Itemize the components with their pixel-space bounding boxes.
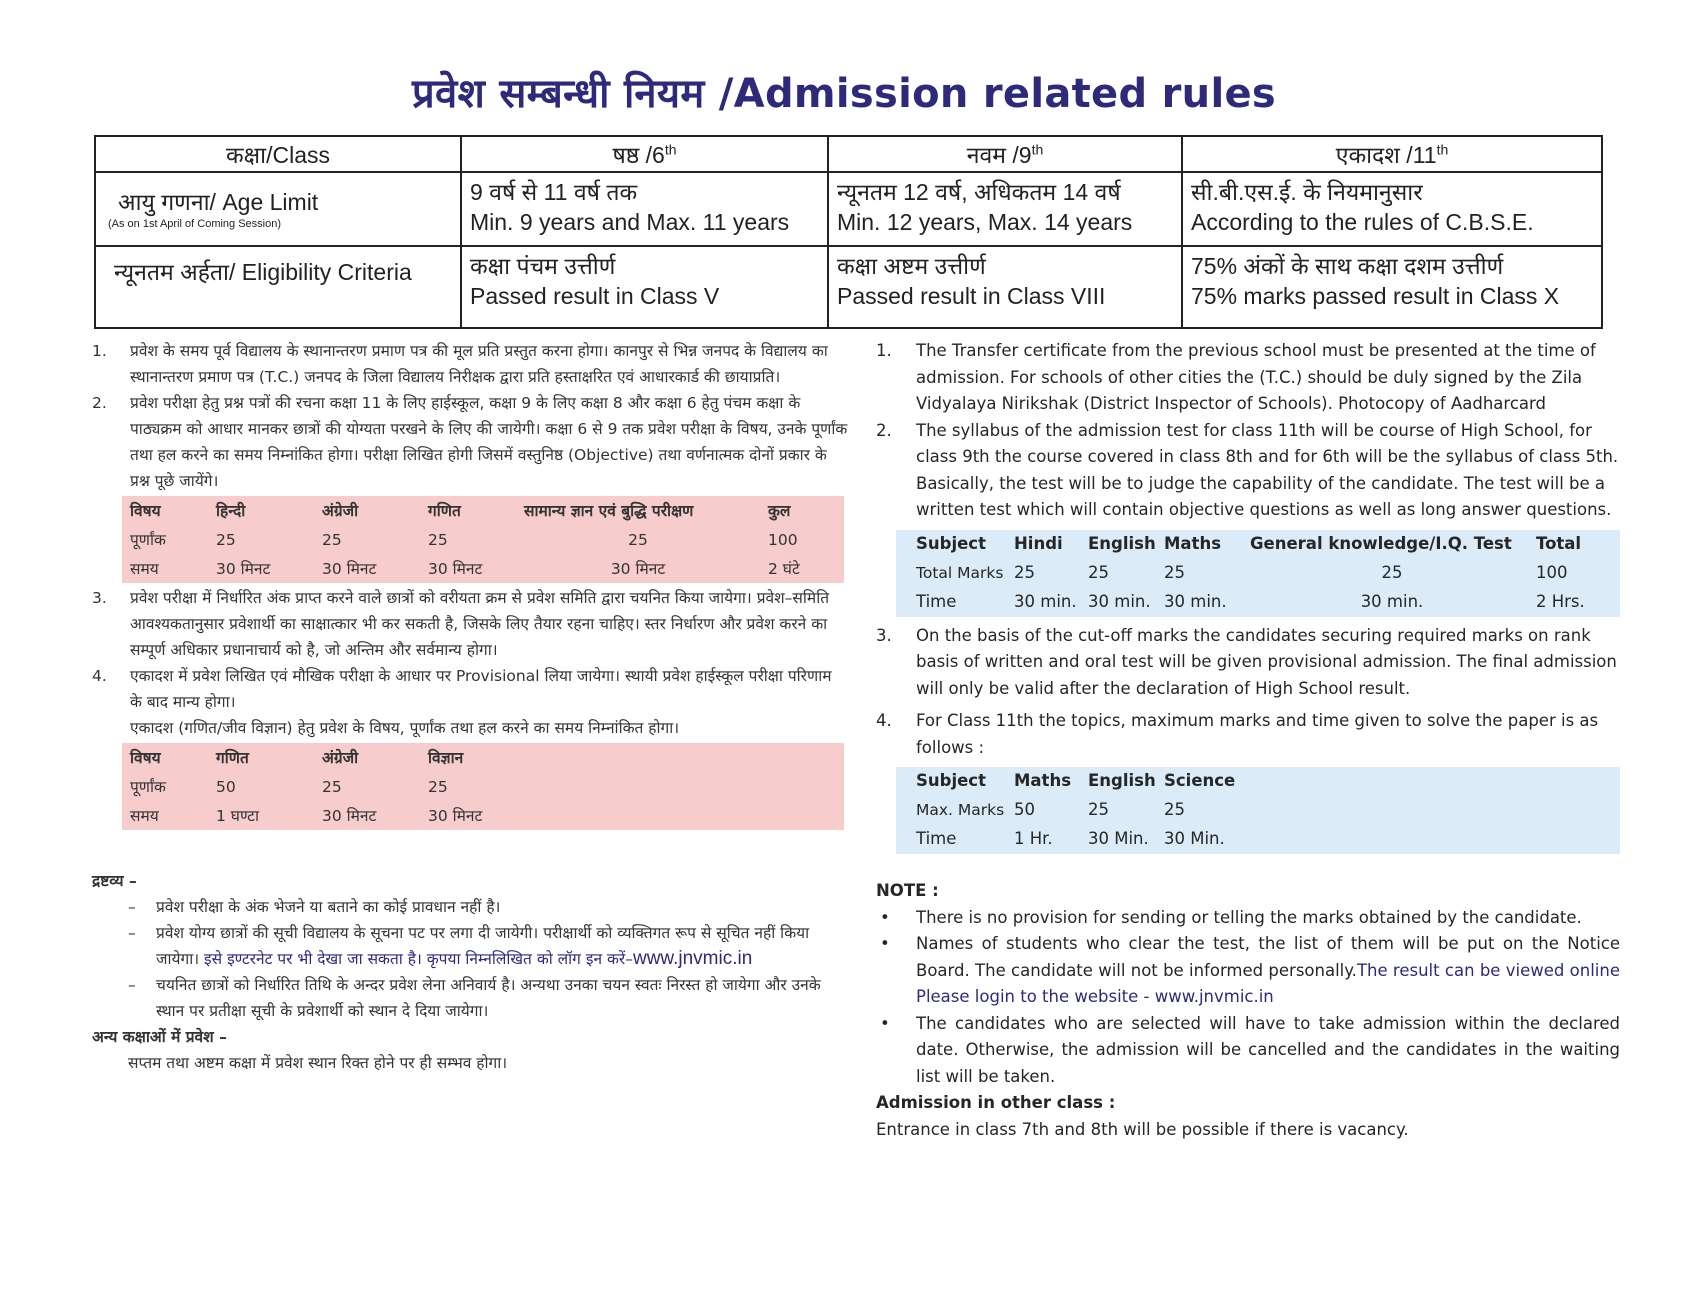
table-header-row: [95, 136, 1602, 172]
table-row: विषय हिन्दी अंग्रेजी गणित सामान्य ज्ञान एवं बुद्धि परीक्षण कुल: [130, 501, 791, 520]
english-rules-column: [876, 338, 1620, 1143]
eligibility-class-11: 75% अंकों के साथ कक्षा दशम उत्तीर्ण 75% marks passed result in Class X: [1182, 246, 1602, 328]
table-row: Max. Marks 50 25 25: [916, 800, 1185, 820]
list-item: 4. For Class 11th the topics, maximum marks and time given to solve the paper is as follows :: [876, 711, 1599, 757]
eligibility-label: न्यूनतम अर्हता/ Eligibility Criteria: [95, 246, 461, 328]
list-item: 1. प्रवेश के समय पूर्व विद्यालय के स्थानान्तरण प्रमाण पत्र की मूल प्रति प्रस्तुत करना होगा। कानपुर से भिन्न जनपद के विद्यालय का स्थानान्तरण प्रमाण पत्र (T.C.) जनपद के जिला विद्यालय निरीक्षक द्वारा प्रति हस्ताक्षरित एवं आधारकार्ड की छायाप्रति।: [92, 342, 828, 386]
age-limit-row: [95, 172, 1602, 246]
age-class-11: सी.बी.एस.ई. के नियमानुसार According to the rules of C.B.S.E.: [1182, 172, 1602, 246]
list-item: – प्रवेश परीक्षा के अंक भेजने या बताने का कोई प्रावधान नहीं है।: [128, 898, 501, 916]
admission-criteria-table: [94, 135, 1603, 329]
list-item: 2. The syllabus of the admission test for class 11th will be course of High School, for class 9th the course covered in class 8th and for 6th will be the syllabus of class 5th. Basically, the test will be to judge the capability of the candidate. The test will be a written test which will contain objective questions as well as long answer questions.: [876, 420, 1619, 519]
hindi-class-11-schedule-table: [122, 743, 844, 830]
header-class: कक्षा/Class: [95, 136, 461, 172]
other-class-heading: Admission in other class :: [876, 1093, 1116, 1112]
table-row: समय 30 मिनट 30 मिनट 30 मिनट 30 मिनट 2 घंटे: [130, 559, 800, 578]
list-item: 2. प्रवेश परीक्षा हेतु प्रश्न पत्रों की रचना कक्षा 11 के लिए हाईस्कूल, कक्षा 9 के लिए कक्षा 8 और कक्षा 6 हेतु पंचम कक्षा के पाठ्यक्रम को आधार मानकर छात्रों की योग्यता परखने के लिए की जायेगी। कक्षा 6 से 9 तक प्रवेश परीक्षा के विषय, उनके पूर्णांक तथा हल करने का समय निम्नांकित होगा। परीक्षा लिखित होगी जिसमें वस्तुनिष्ठ (Objective) तथा वर्णनात्मक दोनों प्रकार के प्रश्न पूछे जायेंगे।: [92, 394, 848, 490]
table-row: विषय गणित अंग्रेजी विज्ञान: [130, 748, 464, 767]
website-link[interactable]: The result can be viewed online Please login to the website - www.jnvmic.in: [916, 960, 1620, 1006]
table-row: Subject Hindi English Maths General knowledge/I.Q. Test Total: [916, 533, 1582, 553]
other-class-heading-hindi: अन्य कक्षाओं में प्रवेश –: [92, 1028, 227, 1046]
age-limit-note: (As on 1st April of Coming Session): [108, 218, 282, 230]
hindi-rules-column: [92, 338, 848, 1076]
table-row: Time 30 min. 30 min. 30 min. 30 min. 2 Hrs.: [916, 591, 1585, 611]
eligibility-class-9: कक्षा अष्टम उत्तीर्ण Passed result in Class VIII: [828, 246, 1182, 328]
age-class-6: 9 वर्ष से 11 वर्ष तक Min. 9 years and Max. 11 years: [461, 172, 828, 246]
list-item: • The candidates who are selected will have to take admission within the declared date. Otherwise, the admission will be cancelled and the candidates in the waiting list will be taken.: [880, 1013, 1620, 1086]
table-row: Total Marks 25 25 25 25 100: [916, 562, 1568, 582]
list-item: • There is no provision for sending or telling the marks obtained by the candidate.: [880, 907, 1582, 927]
hindi-test-schedule-table: [122, 496, 844, 583]
english-class-11-schedule-table: [896, 767, 1620, 854]
table-row: पूर्णांक 50 25 25: [130, 777, 448, 796]
header-class-9: नवम /9th: [828, 136, 1182, 172]
header-class-6: षष्ठ /6th: [461, 136, 828, 172]
table-row: समय 1 घण्टा 30 मिनट 30 मिनट: [130, 806, 483, 825]
list-item: 3. प्रवेश परीक्षा में निर्धारित अंक प्राप्त करने वाले छात्रों को वरीयता क्रम से प्रवेश समिति द्वारा चयनित किया जायेगा। प्रवेश–समिति आवश्यकतानुसार प्रवेशार्थी का साक्षात्कार भी कर सकती है, जिसके लिए तैयार रहना चाहिए। स्तर निर्धारण और प्रवेश करने का सम्पूर्ण अधिकार प्रधानाचार्य को है, जो अन्तिम और सर्वमान्य होगा।: [92, 589, 830, 659]
english-test-schedule-table: [896, 530, 1620, 617]
age-class-9: न्यूनतम 12 वर्ष, अधिकतम 14 वर्ष Min. 12 years, Max. 14 years: [828, 172, 1182, 246]
other-class-text-hindi: सप्तम तथा अष्टम कक्षा में प्रवेश स्थान रिक्त होने पर ही सम्भव होगा।: [128, 1054, 508, 1072]
page-title: प्रवेश सम्बन्धी नियम /Admission related rules: [412, 71, 1276, 117]
table-row: Subject Maths English Science: [916, 771, 1236, 791]
class-11-schedule-intro: एकादश (गणित/जीव विज्ञान) हेतु प्रवेश के विषय, पूर्णांक तथा हल करने का समय निम्नांकित होगा।: [130, 719, 680, 737]
list-item: 3. On the basis of the cut-off marks the candidates securing required marks on rank basis of written and oral test will be given provisional admission. The final admission will only be valid after the declaration of High School result.: [876, 625, 1617, 698]
age-limit-label: आयु गणना/ Age Limit (As on 1st April of Coming Session): [95, 172, 461, 246]
list-item: 4. एकादश में प्रवेश लिखित एवं मौखिक परीक्षा के आधार पर Provisional लिया जायेगा। स्थायी प्रवेश हाईस्कूल परीक्षा परिणाम के बाद मान्य होगा। एकादश (गणित/जीव विज्ञान) हेतु प्रवेश के विषय, पूर्णांक तथा हल करने का समय निम्नांकित होगा।: [92, 663, 848, 741]
list-item: 1. The Transfer certificate from the previous school must be presented at the time of admission. For schools of other cities the (T.C.) should be duly signed by the Zila Vidyalaya Nirikshak (District Inspector of Schools). Photocopy of Aadharcard: [876, 341, 1596, 413]
list-item: – चयनित छात्रों को निर्धारित तिथि के अन्दर प्रवेश लेना अनिवार्य है। अन्यथा उनका चयन स्वतः निरस्त हो जायेगा और उनके स्थान पर प्रतीक्षा सूची के प्रवेशार्थी को स्थान दे दिया जायेगा।: [128, 976, 821, 1020]
website-link[interactable]: www.jnvmic.in: [632, 948, 753, 969]
other-class-text: Entrance in class 7th and 8th will be possible if there is vacancy.: [876, 1119, 1409, 1139]
list-item: • Names of students who clear the test, the list of them will be put on the Notice Board. The candidate will not be informed personally.The result can be viewed online Please login to the website - www.jnvmic.in: [880, 934, 1620, 1006]
header-class-11: एकादश /11th: [1182, 136, 1602, 172]
eligibility-row: [95, 246, 1602, 328]
list-item: – प्रवेश योग्य छात्रों की सूची विद्यालय के सूचना पट पर लगा दी जायेगी। परीक्षार्थी को व्यक्तिगत रूप से सूचित नहीं किया जायेगा। इसे इण्टरनेट पर भी देखा जा सकता है। कृपया निम्नलिखित को लॉग इन करें–www.jnvmic.in: [128, 924, 810, 969]
eligibility-class-6: कक्षा पंचम उत्तीर्ण Passed result in Class V: [461, 246, 828, 328]
table-row: पूर्णांक 25 25 25 25 100: [130, 530, 798, 549]
notes-heading-hindi: द्रष्टव्य –: [92, 872, 137, 890]
table-row: Time 1 Hr. 30 Min. 30 Min.: [916, 829, 1225, 849]
notes-heading: NOTE :: [876, 881, 939, 900]
